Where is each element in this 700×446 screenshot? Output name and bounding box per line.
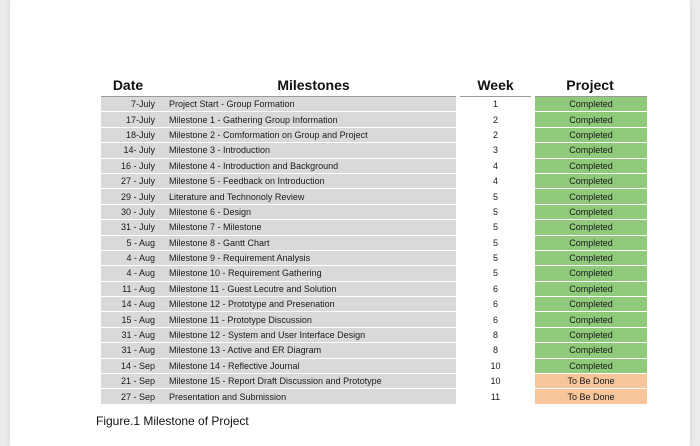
cell-week: 2 (458, 127, 533, 142)
cell-week: 6 (458, 297, 533, 312)
cell-project-status: Completed (533, 297, 647, 312)
cell-milestone: Milestone 1 - Gathering Group Information (161, 112, 458, 127)
table-row (101, 389, 647, 404)
table-row (101, 143, 647, 158)
cell-milestone: Project Start - Group Formation (161, 97, 458, 112)
cell-project-status: Completed (533, 312, 647, 327)
table-row (101, 204, 647, 219)
cell-milestone: Milestone 10 - Requirement Gathering (161, 266, 458, 281)
cell-milestone: Milestone 2 - Comformation on Group and Project (161, 127, 458, 142)
table-row (101, 266, 647, 281)
cell-project-status: Completed (533, 266, 647, 281)
cell-milestone: Milestone 7 - Milestone (161, 220, 458, 235)
cell-date: 30 - July (101, 204, 161, 219)
cell-milestone: Milestone 12 - Prototype and Presenation (161, 297, 458, 312)
table-row (101, 97, 647, 112)
cell-week: 4 (458, 173, 533, 188)
cell-date: 16 - July (101, 158, 161, 173)
cell-project-status: Completed (533, 235, 647, 250)
cell-project-status: Completed (533, 358, 647, 373)
table-row (101, 112, 647, 127)
table-row (101, 358, 647, 373)
cell-project-status: Completed (533, 97, 647, 112)
cell-milestone: Milestone 8 - Gantt Chart (161, 235, 458, 250)
cell-project-status: To Be Done (533, 374, 647, 389)
table-row (101, 250, 647, 265)
cell-date: 31 - Aug (101, 327, 161, 342)
cell-date: 14- July (101, 143, 161, 158)
cell-project-status: Completed (533, 189, 647, 204)
cell-date: 14 - Aug (101, 297, 161, 312)
cell-project-status: Completed (533, 112, 647, 127)
header-project: Project (533, 74, 647, 97)
table-row (101, 173, 647, 188)
cell-project-status: Completed (533, 127, 647, 142)
table-row (101, 189, 647, 204)
cell-date: 27 - July (101, 173, 161, 188)
header-date: Date (101, 74, 161, 97)
cell-week: 8 (458, 343, 533, 358)
cell-milestone: Milestone 11 - Guest Lecutre and Solution (161, 281, 458, 296)
cell-date: 21 - Sep (101, 374, 161, 389)
header-milestones: Milestones (161, 74, 458, 97)
cell-project-status: Completed (533, 281, 647, 296)
cell-date: 14 - Sep (101, 358, 161, 373)
cell-week: 5 (458, 204, 533, 219)
cell-week: 10 (458, 374, 533, 389)
cell-project-status: Completed (533, 204, 647, 219)
cell-date: 5 - Aug (101, 235, 161, 250)
cell-week: 5 (458, 189, 533, 204)
table-body (101, 97, 647, 405)
cell-milestone: Milestone 13 - Active and ER Diagram (161, 343, 458, 358)
figure-caption: Figure.1 Milestone of Project (96, 414, 249, 428)
cell-week: 5 (458, 266, 533, 281)
cell-milestone: Milestone 9 - Requirement Analysis (161, 250, 458, 265)
document-page (10, 0, 690, 446)
cell-date: 17-July (101, 112, 161, 127)
cell-date: 4 - Aug (101, 266, 161, 281)
table-row (101, 220, 647, 235)
cell-week: 8 (458, 327, 533, 342)
cell-date: 31 - Aug (101, 343, 161, 358)
cell-week: 10 (458, 358, 533, 373)
table-row (101, 327, 647, 342)
cell-project-status: Completed (533, 173, 647, 188)
cell-date: 27 - Sep (101, 389, 161, 404)
table-header-row (101, 74, 647, 97)
cell-project-status: Completed (533, 220, 647, 235)
cell-date: 18-July (101, 127, 161, 142)
cell-week: 5 (458, 220, 533, 235)
table-row (101, 235, 647, 250)
cell-date: 31 - July (101, 220, 161, 235)
table-row (101, 343, 647, 358)
cell-milestone: Milestone 11 - Prototype Discussion (161, 312, 458, 327)
cell-milestone: Milestone 3 - Introduction (161, 143, 458, 158)
cell-milestone: Presentation and Submission (161, 389, 458, 404)
table-row (101, 158, 647, 173)
cell-milestone: Milestone 4 - Introduction and Background (161, 158, 458, 173)
cell-project-status: Completed (533, 143, 647, 158)
cell-date: 4 - Aug (101, 250, 161, 265)
cell-project-status: Completed (533, 250, 647, 265)
cell-project-status: Completed (533, 158, 647, 173)
cell-week: 2 (458, 112, 533, 127)
cell-date: 11 - Aug (101, 281, 161, 296)
cell-date: 15 - Aug (101, 312, 161, 327)
table-row (101, 312, 647, 327)
table-row (101, 127, 647, 142)
cell-project-status: Completed (533, 327, 647, 342)
cell-week: 6 (458, 312, 533, 327)
table-row (101, 281, 647, 296)
table-row (101, 374, 647, 389)
cell-project-status: To Be Done (533, 389, 647, 404)
cell-project-status: Completed (533, 343, 647, 358)
table-row (101, 297, 647, 312)
cell-week: 6 (458, 281, 533, 296)
cell-milestone: Literature and Technonoly Review (161, 189, 458, 204)
cell-date: 7-July (101, 97, 161, 112)
cell-milestone: Milestone 14 - Reflective Journal (161, 358, 458, 373)
cell-week: 5 (458, 235, 533, 250)
cell-milestone: Milestone 5 - Feedback on Introduction (161, 173, 458, 188)
cell-week: 11 (458, 389, 533, 404)
cell-date: 29 - July (101, 189, 161, 204)
cell-week: 5 (458, 250, 533, 265)
cell-week: 1 (458, 97, 533, 112)
cell-week: 4 (458, 158, 533, 173)
cell-milestone: Milestone 15 - Report Draft Discussion and Prototype (161, 374, 458, 389)
cell-milestone: Milestone 6 - Design (161, 204, 458, 219)
cell-week: 3 (458, 143, 533, 158)
milestone-table (101, 74, 647, 405)
header-week: Week (458, 74, 533, 97)
cell-milestone: Milestone 12 - System and User Interface Design (161, 327, 458, 342)
